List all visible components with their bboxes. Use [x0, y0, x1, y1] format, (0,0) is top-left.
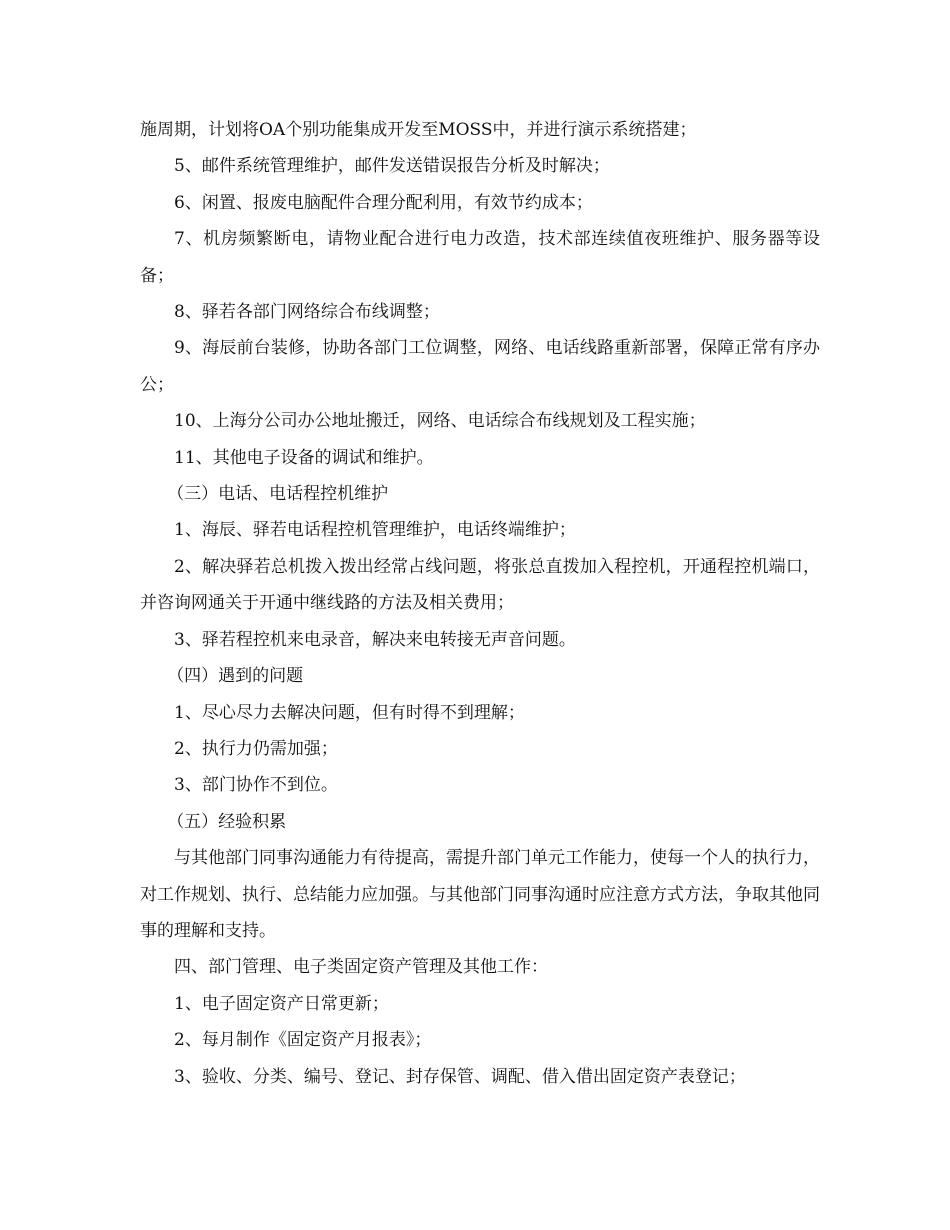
body-paragraph: 与其他部门同事沟通能力有待提高，需提升部门单元工作能力，使每一个人的执行力，对工作规划、执行、总结能力应加强。与其他部门同事沟通时应注意方式方法，争取其他同事的理解和支持。 — [140, 848, 820, 941]
paragraph-continuation: 施周期，计划将OA个别功能集成开发至MOSS中，并进行演示系统搭建； — [140, 120, 697, 140]
list-item: 3、驿若程控机来电录音，解决来电转接无声音问题。 — [174, 629, 576, 650]
list-item: 1、海辰、驿若电话程控机管理维护，电话终端维护； — [174, 520, 576, 541]
list-item: 1、尽心尽力去解决问题，但有时得不到理解； — [174, 702, 525, 723]
list-item: 2、解决驿若总机拨入拨出经常占线问题，将张总直拨加入程控机，开通程控机端口，并咨询网通关于开通中继线路的方法及相关费用； — [140, 556, 820, 614]
list-item: 11、其他电子设备的调试和维护。 — [174, 447, 434, 468]
list-item: 2、执行力仍需加强； — [174, 738, 338, 759]
document-body — [140, 112, 820, 1095]
list-item: 1、电子固定资产日常更新； — [174, 993, 389, 1014]
list-item: 5、邮件系统管理维护，邮件发送错误报告分析及时解决； — [174, 156, 610, 177]
section-heading: （五）经验积累 — [167, 811, 287, 832]
list-item: 6、闲置、报废电脑配件合理分配利用，有效节约成本； — [174, 192, 593, 213]
list-item: 7、机房频繁断电，请物业配合进行电力改造，技术部连续值夜班维护、服务器等设备； — [140, 229, 820, 286]
list-item: 3、验收、分类、编号、登记、封存保管、调配、借入借出固定资产表登记； — [174, 1066, 746, 1087]
list-item: 10、上海分公司办公地址搬迁，网络、电话综合布线规划及工程实施； — [174, 411, 706, 432]
list-item: 2、每月制作《固定资产月报表》； — [174, 1030, 432, 1051]
list-item: 3、部门协作不到位。 — [174, 775, 338, 796]
section-heading: （三）电话、电话程控机维护 — [167, 484, 389, 505]
section-heading: （四）遇到的问题 — [167, 666, 304, 687]
list-item: 8、驿若各部门网络综合布线调整； — [174, 302, 440, 323]
section-heading: 四、部门管理、电子类固定资产管理及其他工作： — [174, 957, 548, 978]
list-item: 9、海辰前台装修，协助各部门工位调整，网络、电话线路重新部署，保障正常有序办公； — [140, 338, 820, 395]
